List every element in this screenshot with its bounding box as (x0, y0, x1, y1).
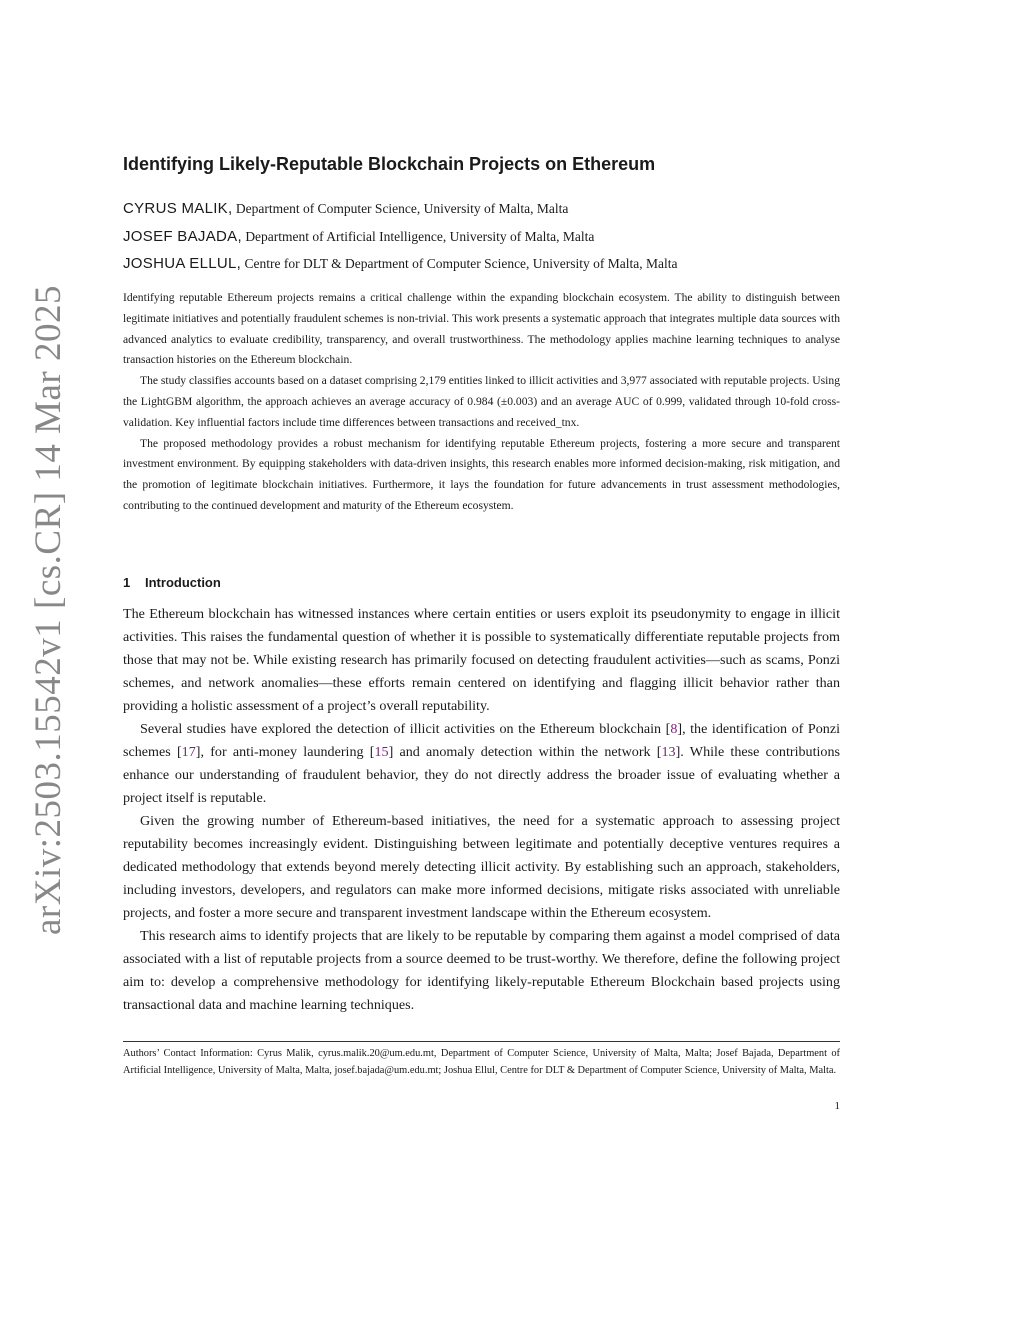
citation-link[interactable]: 15 (374, 744, 389, 760)
body-paragraph (123, 718, 840, 810)
text-run: ], the identification of Ponzi schemes [ (123, 721, 840, 760)
author-contact-footnote: Authors’ Contact Information: Cyrus Malik, cyrus.malik.20@um.edu.mt, Department of Computer Science, University of Malta, Malta; Josef Bajada, Department of Artificial Intelligence, University of Malta, Malta, josef.bajada@um.edu.mt; Joshua Ellul, Centre for DLT & Department of Computer Science, University of Malta, Malta. (123, 1048, 840, 1077)
section-heading (123, 575, 221, 590)
text-run: ] and anomaly detection within the network [ (388, 744, 662, 760)
author-affiliation: Department of Computer Science, University of Malta, Malta (235, 201, 569, 216)
abstract-paragraph: Identifying reputable Ethereum projects remains a critical challenge within the expanding blockchain ecosystem. The ability to distinguish between legitimate initiatives and potentially fraudulent schemes is non-trivial. This work presents a systematic approach that integrates multiple data sources with advanced analytics to evaluate credibility, transparency, and overall trustworthiness. The methodology applies machine learning techniques to analyse transaction histories on the Ethereum blockchain. (123, 291, 840, 367)
author-name: JOSEF BAJADA, (123, 227, 242, 245)
text-run: Several studies have explored the detection of illicit activities on the Ethereum blockchain [ (140, 721, 671, 737)
author-list (123, 197, 840, 280)
page-number: 1 (834, 1100, 840, 1112)
body-paragraph: Given the growing number of Ethereum-based initiatives, the need for a systematic approach to assessing project reputability becomes increasingly evident. Distinguishing between legitimate and potentially deceptive ventures requires a dedicated methodology that extends beyond merely detecting illicit activity. By establishing such an approach, stakeholders, including investors, developers, and regulators can make more informed decisions, mitigate risks associated with unreliable projects, and foster a more secure and transparent investment landscape within the Ethereum ecosystem. (123, 813, 840, 921)
body-paragraph: This research aims to identify projects that are likely to be reputable by comparing them against a model comprised of data associated with a list of reputable projects from a source deemed to be trust-worthy. We therefore, define the following project aim to: develop a comprehensive methodology for identifying likely-reputable Ethereum Blockchain based projects using transactional data and machine learning techniques. (123, 928, 840, 1013)
citation-link[interactable]: 13 (661, 744, 676, 760)
paper-title: Identifying Likely-Reputable Blockchain Projects on Ethereum (123, 154, 656, 174)
author-affiliation: Centre for DLT & Department of Computer Science, University of Malta, Malta (244, 256, 678, 271)
section-number: 1 (123, 575, 131, 590)
arxiv-identifier-stamp: arXiv:2503.15542v1 [cs.CR] 14 Mar 2025 (28, 285, 69, 935)
author-name: CYRUS MALIK, (123, 200, 233, 217)
author-affiliation: Department of Artificial Intelligence, University of Malta, Malta (245, 228, 595, 244)
author-entry (123, 252, 840, 280)
citation-link[interactable]: 8 (670, 721, 678, 737)
abstract-paragraph: The proposed methodology provides a robust mechanism for identifying reputable Ethereum projects, fostering a more secure and transparent investment environment. By equipping stakeholders with data-driven insights, this research enables more informed decision-making, risk mitigation, and the promotion of legitimate blockchain initiatives. Furthermore, it lays the foundation for future advancements in trust assessment methodologies, contributing to the continued development and maturity of the Ethereum ecosystem. (123, 436, 840, 512)
author-entry (123, 197, 840, 225)
text-run: ]. While these contributions enhance our understanding of fraudulent behavior, they do not directly address the broader issue of evaluating whether a project itself is reputable. (123, 744, 840, 806)
introduction-body (123, 603, 840, 1017)
author-name: JOSHUA ELLUL, (123, 255, 242, 272)
body-paragraph: The Ethereum blockchain has witnessed instances where certain entities or users exploit its pseudonymity to engage in illicit activities. This raises the fundamental question of whether it is possible to systematically differentiate reputable projects from those that may not be. While existing research has primarily focused on detecting fraudulent activities—such as scams, Ponzi schemes, and network anomalies—these efforts remain centered on identifying and flagging illicit behavior rather than providing a holistic assessment of a project’s overall reputability. (123, 606, 840, 714)
citation-link[interactable]: 17 (181, 744, 196, 760)
section-title: Introduction (145, 575, 221, 590)
abstract-paragraph: The study classifies accounts based on a dataset comprising 2,179 entities linked to illicit activities and 3,977 associated with reputable projects. Using the LightGBM algorithm, the approach achieves an average accuracy of 0.984 (±0.003) and an average AUC of 0.999, validated through 10-fold cross-validation. Key influential factors include time differences between transactions and received_tnx. (123, 374, 840, 429)
author-entry (123, 225, 840, 253)
text-run: ], for anti-money laundering [ (195, 744, 375, 760)
abstract (123, 288, 840, 517)
footnote-divider (123, 1041, 840, 1042)
